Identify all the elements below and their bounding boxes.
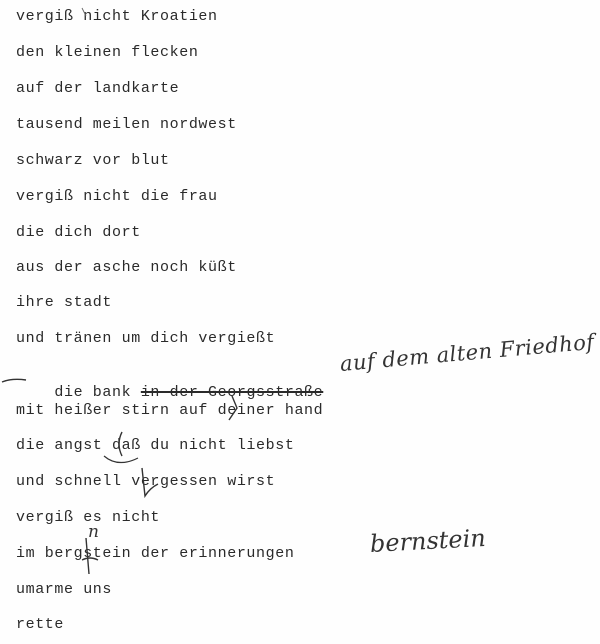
handwritten-correction-bernstein: bernstein	[369, 523, 487, 558]
poem-line-2: den kleinen flecken	[16, 44, 199, 61]
poem-line-4: tausend meilen nordwest	[16, 116, 237, 133]
handwritten-insertion-mark: n	[88, 522, 99, 542]
hook-mark-angst	[104, 456, 138, 463]
struck-out-text: in der Georgsstraße	[140, 384, 324, 401]
poem-line-18: rette	[16, 616, 65, 633]
poem-line-5: schwarz vor blut	[16, 152, 170, 169]
poem-line-13: die angst daß du nicht liebst	[16, 437, 295, 454]
poem-line-6: vergiß nicht die frau	[16, 188, 218, 205]
poem-line-3: auf der landkarte	[16, 80, 180, 97]
poem-line-16: im bergstein der erinnerungen	[16, 545, 295, 562]
handwritten-correction-friedhof: auf dem alten Friedhof	[338, 329, 596, 376]
poem-line-12: mit heißer stirn auf deiner hand	[16, 402, 324, 419]
poem-line-10: und tränen um dich vergießt	[16, 330, 276, 347]
poem-line-11-text: die bank	[54, 384, 132, 401]
poem-line-8: aus der asche noch küßt	[16, 259, 237, 276]
poem-line-15: vergiß es nicht	[16, 509, 161, 526]
poem-line-7: die dich dort	[16, 224, 141, 241]
poem-line-9: ihre stadt	[16, 294, 113, 311]
poem-line-14: und schnell vergessen wirst	[16, 473, 276, 490]
poem-line-1: vergiß nicht Kroatien	[16, 8, 218, 25]
poem-line-17: umarme uns	[16, 581, 113, 598]
